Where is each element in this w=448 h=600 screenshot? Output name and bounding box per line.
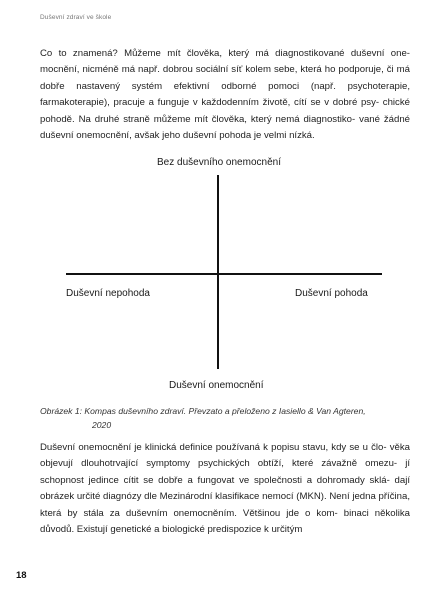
page-number: 18 (16, 570, 27, 581)
paragraph-line: chické pohodě. Na druhé straně můžeme mít člověka, který nemá diagnostiko- (40, 97, 410, 125)
paragraph-line: dají obrázek určité diagnózy dle Mezinárodní klasifikace nemocí (MKN). Není (40, 474, 410, 503)
paragraph-line: věka objevují dlouhotrvající symptomy psychických obtíží, které závažně omezu- (40, 442, 410, 470)
figure-caption (40, 405, 410, 432)
running-header: Duševní zdraví ve škole (40, 14, 112, 21)
axis-label-left: Duševní nepohoda (66, 288, 150, 299)
paragraph-line: Co to znamená? Můžeme mít člověka, který má diagnostikované duševní one- (40, 48, 410, 59)
paragraph-line: či má dobře nastavený systém efektivní odborné pomoci (např. psychoterapie, (40, 64, 411, 92)
vertical-axis (217, 175, 219, 369)
horizontal-axis (66, 273, 382, 275)
paragraph-line: vané žádné duševní onemocnění, avšak jeho duševní pohoda je velmi nízká. (40, 113, 410, 142)
caption-line: Obrázek 1: Kompas duševního zdraví. Převzato a přeloženo z Iasiello & Van Agteren, (40, 406, 366, 416)
paragraph-line: binaci několika důvodů. Existují genetické a biologické predispozice k určitým (40, 507, 411, 536)
caption-line: 2020 (92, 419, 112, 430)
paragraph-definition (40, 440, 410, 538)
mental-health-compass-figure (0, 150, 448, 400)
paragraph-line: jí schopnost jedince cítit se dobře a fungovat ve společnosti a dohromady sklá- (40, 458, 410, 486)
paragraph-intro (40, 46, 410, 144)
paragraph-line: mocnění, nicméně má např. dobrou sociální síť kolem sebe, která ho podporuje, (40, 64, 384, 76)
axis-label-top: Bez duševního onemocnění (157, 157, 281, 168)
paragraph-line: Duševní onemocnění je klinická definice používaná k popisu stavu, kdy se u člo- (40, 442, 387, 453)
paragraph-line: farmakoterapie), pracuje a funguje v každodenním životě, cítí se v dobré psy- (40, 97, 380, 109)
paragraph-line: jedna příčina, která by stála za duševním onemocněním. Většinou jde o kom- (40, 491, 410, 519)
axis-label-bottom: Duševní onemocnění (169, 380, 264, 391)
axis-label-right: Duševní pohoda (295, 288, 368, 299)
